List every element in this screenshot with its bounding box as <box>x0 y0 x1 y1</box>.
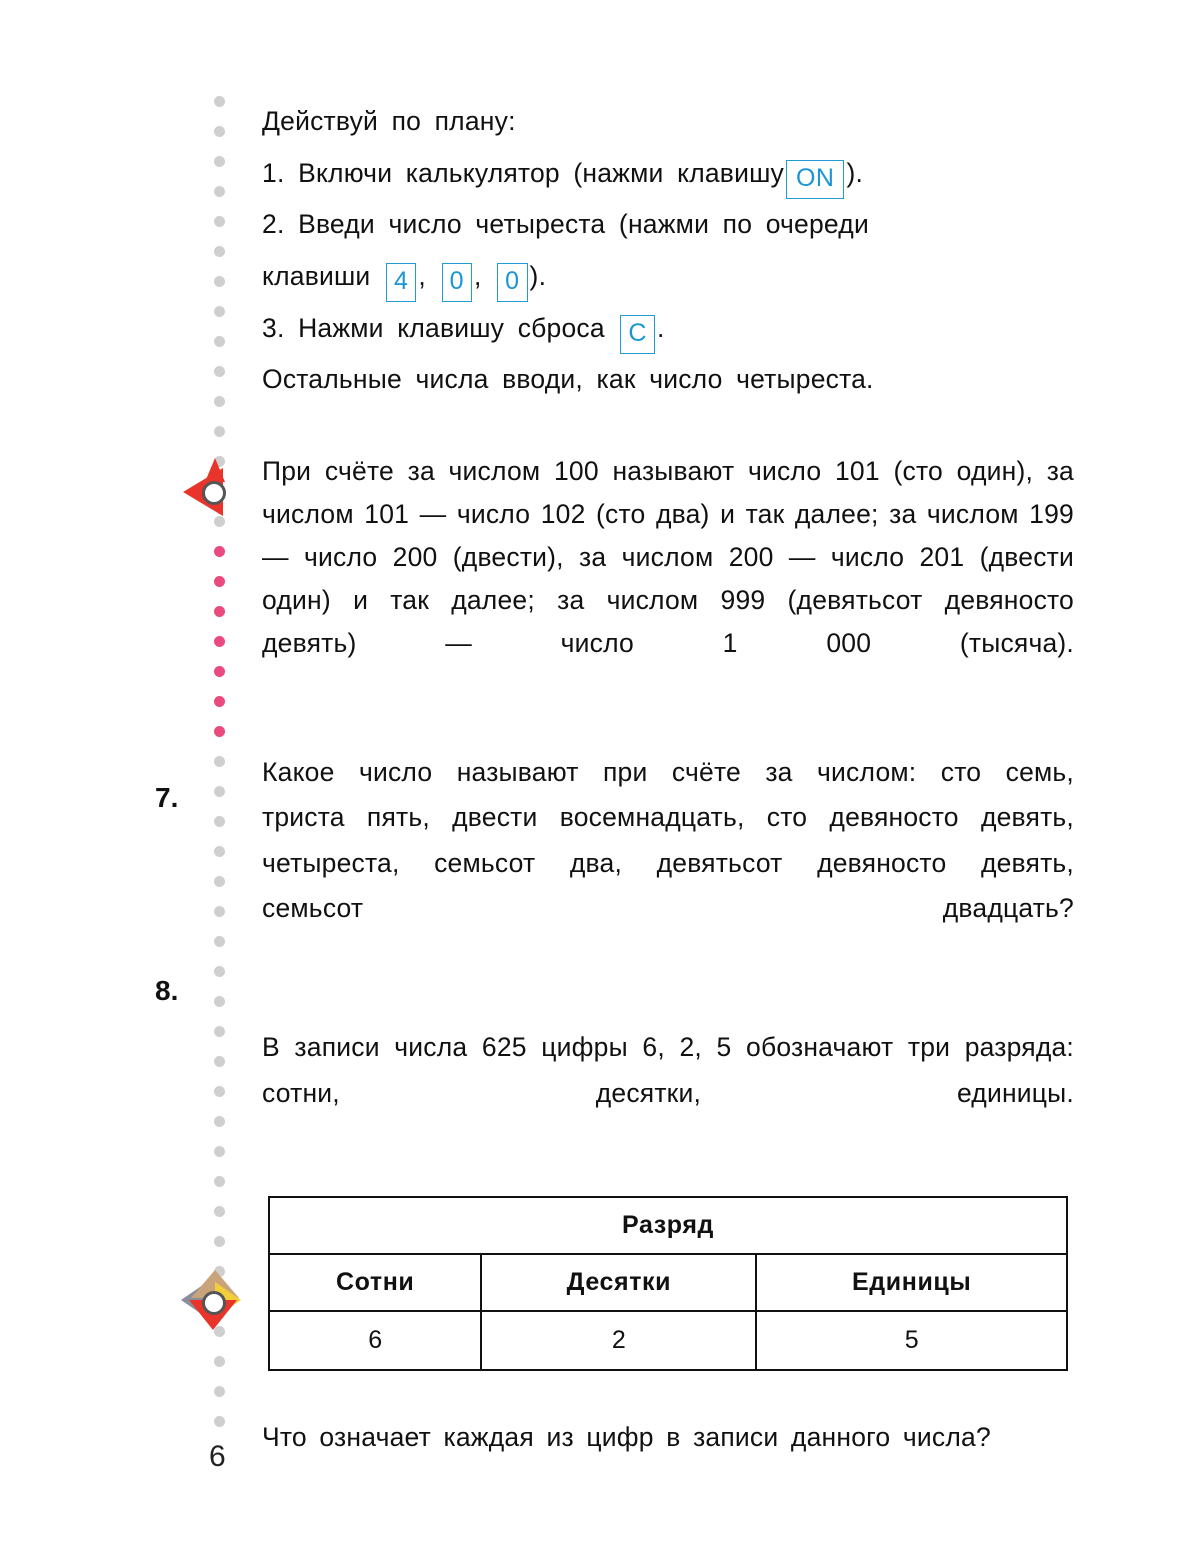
question-marker-icon <box>183 1272 245 1334</box>
rail-dot <box>214 546 225 557</box>
exercise-7 <box>262 750 1074 978</box>
rail-dot <box>214 1236 225 1247</box>
rail-dot <box>214 396 225 407</box>
rail-dot <box>214 426 225 437</box>
dotted-rail <box>214 96 228 1446</box>
rail-dot <box>214 1206 225 1217</box>
key-c[interactable]: C <box>620 315 655 354</box>
rail-dot <box>214 156 225 167</box>
rail-dot <box>214 1026 225 1037</box>
closing-question <box>262 1415 1074 1460</box>
rail-dot <box>214 876 225 887</box>
table-value-units: 5 <box>756 1311 1067 1370</box>
plan-step-2-line1: 2. Введи число четыреста (нажми по очереди <box>262 209 869 240</box>
rule-text: При счёте за числом 100 называют число 101 (сто один), за числом 101 — число 102 (сто два) и так далее; за числом 199 — число 200 (двести), за числом 200 — число 201 (двести один) и так далее; за числом 999 (девятьсот девяносто девять) — число 1 000 (тысяча). <box>262 456 1074 658</box>
table-title-row <box>269 1197 1067 1254</box>
plan-step-2-tail: ). <box>529 261 547 292</box>
plan-step-3-tail: . <box>656 312 665 343</box>
rail-dot <box>214 966 225 977</box>
exercise-number-8: 8. <box>155 975 179 1006</box>
rail-dot <box>214 756 225 767</box>
plan-step-1 <box>262 148 1074 200</box>
rail-dot <box>214 1176 225 1187</box>
rail-dot <box>214 726 225 737</box>
rail-dot <box>214 1086 225 1097</box>
table-value-hundreds: 6 <box>269 1311 481 1370</box>
closing-question-text: Что означает каждая из цифр в записи данного числа? <box>262 1422 991 1453</box>
table-header-row <box>269 1254 1067 1311</box>
plan-heading: Действуй по плану: <box>262 106 516 136</box>
rail-dot <box>214 936 225 947</box>
rail-dot <box>214 666 225 677</box>
exercise-number-7: 7. <box>155 782 179 813</box>
rail-dot <box>214 1386 225 1397</box>
table-header-units: Единицы <box>756 1254 1067 1311</box>
rule-block <box>262 450 1074 708</box>
table-value-row <box>269 1311 1067 1370</box>
rail-dot <box>214 996 225 1007</box>
rule-marker-icon <box>183 462 245 524</box>
rail-dot <box>214 636 225 647</box>
plan-step-3 <box>262 303 1074 355</box>
key-4[interactable]: 4 <box>386 263 416 302</box>
plan-block <box>262 96 1074 406</box>
rail-dot <box>214 336 225 347</box>
rail-dot <box>214 216 225 227</box>
key-on[interactable]: ON <box>786 160 845 199</box>
rail-dot <box>214 1416 225 1427</box>
rail-dot <box>214 126 225 137</box>
page-content <box>262 96 1074 1466</box>
table-value-tens: 2 <box>481 1311 756 1370</box>
plan-note: Остальные числа вводи, как число четыреста. <box>262 364 874 395</box>
table-title: Разряд <box>269 1197 1067 1254</box>
exercise-7-text: Какое число называют при счёте за числом: сто семь, триста пять, двести восемнадцать, сто девяносто девять, четыреста, семьсот два, девятьсот девяносто девять, семьсот двадцать? <box>262 756 1074 924</box>
plan-step-3-text: 3. Нажми клавишу сброса <box>262 312 605 343</box>
plan-step-2-label: клавиши <box>262 261 371 292</box>
plan-step-1-text: 1. Включи калькулятор (нажми клавишу <box>262 157 784 188</box>
rail-dot <box>214 96 225 107</box>
exercise-8-text: В записи числа 625 цифры 6, 2, 5 обозначают три разряда: сотни, десятки, единицы. <box>262 1032 1074 1109</box>
comma-1: , <box>418 261 426 292</box>
exercise-8 <box>262 1025 1074 1371</box>
rail-dot <box>214 606 225 617</box>
razryad-table-wrapper <box>268 1196 1068 1371</box>
table-header-hundreds: Сотни <box>269 1254 481 1311</box>
plan-step-2-line2 <box>262 251 1074 303</box>
marker-red-accent <box>205 458 225 482</box>
marker-center-dot-2 <box>202 1291 226 1315</box>
comma-2: , <box>473 261 482 292</box>
rail-dot <box>214 306 225 317</box>
rail-dot <box>214 1116 225 1127</box>
rail-dot <box>214 816 225 827</box>
plan-step-1-tail: ). <box>846 157 864 188</box>
rail-dot <box>214 1056 225 1067</box>
razryad-table <box>268 1196 1068 1371</box>
rail-dot <box>214 786 225 797</box>
rail-dot <box>214 1146 225 1157</box>
rail-dot <box>214 1356 225 1367</box>
page-number: 6 <box>209 1440 226 1473</box>
table-header-tens: Десятки <box>481 1254 756 1311</box>
key-0-first[interactable]: 0 <box>442 263 472 302</box>
rail-dot <box>214 186 225 197</box>
rail-dot <box>214 366 225 377</box>
rail-dot <box>214 846 225 857</box>
key-0-second[interactable]: 0 <box>497 263 527 302</box>
rail-dot <box>214 246 225 257</box>
rail-dot <box>214 696 225 707</box>
marker-center-dot <box>202 481 226 505</box>
rail-dot <box>214 276 225 287</box>
rail-dot <box>214 576 225 587</box>
rail-dot <box>214 906 225 917</box>
